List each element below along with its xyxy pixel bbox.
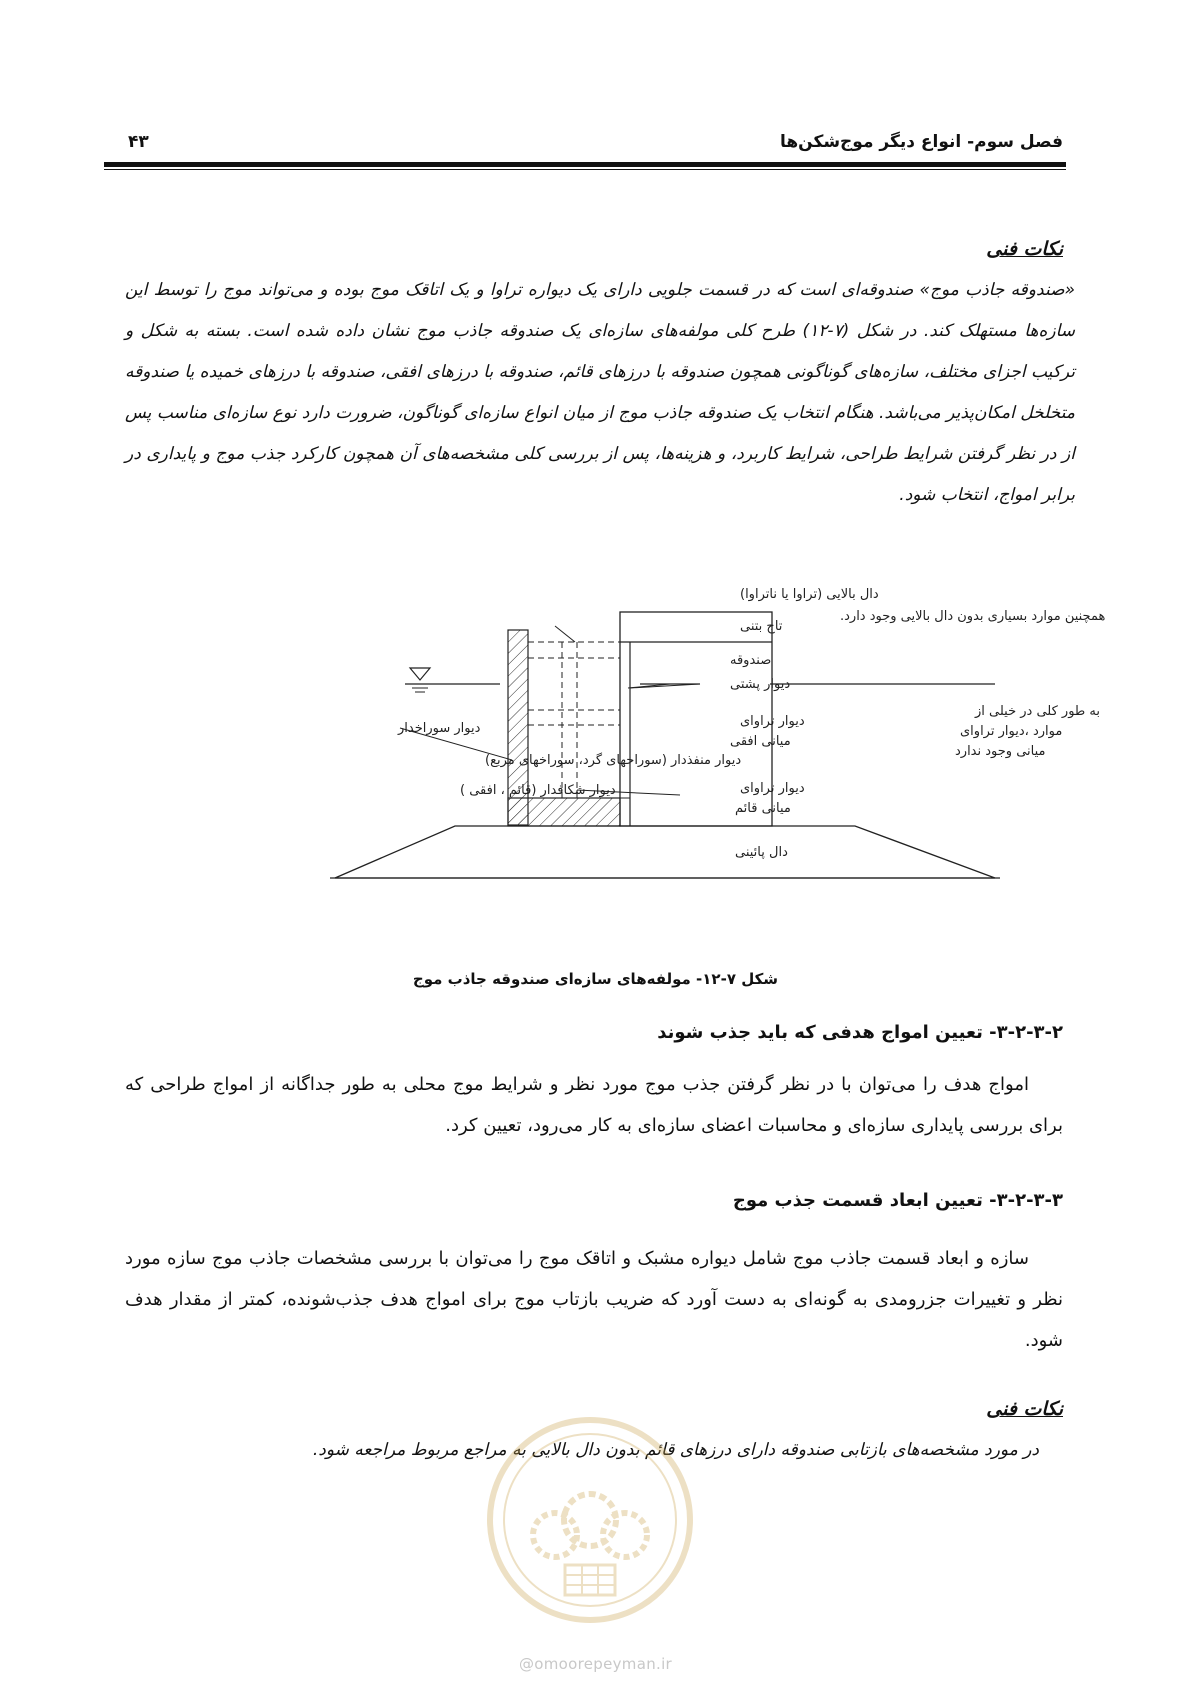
label-horizontal-wall-2: میانی افقی <box>730 734 791 749</box>
technical-note-heading-2: نکات فنی <box>986 1398 1063 1420</box>
label-caisson: صندوقه <box>730 653 772 668</box>
header-rule-thin <box>104 169 1066 170</box>
label-horizontal-wall-1: دیوار تراوای <box>740 714 805 729</box>
label-slotted-wall: دیوار شکافدار (قائم ، افقی ) <box>460 783 616 798</box>
label-vertical-wall-2: میانی قائم <box>735 801 791 816</box>
label-side-note-2: موارد ،دیوار تراوای <box>960 724 1063 739</box>
section-text-target-waves <box>125 1064 1063 1146</box>
label-top-slab-note: همچنین موارد بسیاری بدون دال بالایی وجود دارد. <box>840 609 1106 624</box>
publisher-seal-watermark <box>485 1415 695 1625</box>
technical-note-text-2: در مورد مشخصه‌های بازتابی صندوقه دارای درزهای قائم بدون دال بالایی به مراجع مربوط مراجعه شود. <box>312 1440 1039 1460</box>
technical-note-text: «صندوقه جاذب موج» صندوقه‌ای است که در قسمت جلویی دارای یک دیواره تراوا و یک اتاقک موج بوده و می‌تواند موج را توسط این سازه‌ها مستهلک کند. در شکل (۷-۱۲) طرح کلی مولفه‌های سازه‌ای یک صندوقه جاذب موج نشان داده شده است. بسته به شکل و ترکیب اجزای مختلف، سازه‌های گوناگونی همچون صندوقه با درزهای قائم، صندوقه با درزهای افقی، صندوقه با درزهای خمیده یا صندوقه متخلخل امکان‌پذیر می‌باشد. هنگام انتخاب یک صندوقه جاذب موج از میان انواع سازه‌ای گوناگون، ضرورت دارد نوع سازه‌ای مناسب پس از در نظر گرفتن شرایط طراحی، شرایط کاربرد، و هزینه‌ها، پس از بررسی کلی مشخصه‌های آن همچون کارکرد جذب موج و پایداری در برابر امواج، انتخاب شود. <box>125 280 1075 505</box>
label-vertical-wall-1: دیوار تراوای <box>740 781 805 796</box>
section-text-dimensions-content: سازه و ابعاد قسمت جاذب موج شامل دیواره مشبک و اتاقک موج را می‌توان با بررسی مشخصات جاذب موج سازه مورد نظر و تغییرات جزرومدی به گونه‌ای به دست آورد که ضریب بازتاب موج برای امواج هدف جذب‌شونده، کمتر از مقدار هدف شود. <box>125 1248 1063 1351</box>
label-back-wall: دیوار پشتی <box>730 677 791 692</box>
label-top-slab: دال بالایی (تراوا یا ناتراوا) <box>740 587 879 602</box>
label-perforated-wall: دیوار سوراخدار <box>398 721 481 736</box>
section-text-target-waves-content: امواج هدف را می‌توان با در نظر گرفتن جذب موج مورد نظر و شرایط موج محلی به طور جداگانه از امواج طراحی که برای بررسی پایداری سازه‌ای و محاسبات اعضای سازه‌ای به کار می‌رود، تعیین کرد. <box>125 1074 1063 1136</box>
caisson-figure <box>140 580 1106 960</box>
label-bottom-slab: دال پائینی <box>735 845 788 860</box>
page-number: ۴۳ <box>128 132 149 152</box>
label-side-note-1: به طور کلی در خیلی از <box>975 704 1100 719</box>
section-title-dimensions: ۳-۲-۳-۳- تعیین ابعاد قسمت جذب موج <box>732 1190 1063 1211</box>
technical-note-heading: نکات فنی <box>986 238 1063 260</box>
header-rule <box>104 162 1066 167</box>
chapter-title: فصل سوم- انواع دیگر موج‌شکن‌ها <box>779 132 1063 152</box>
label-side-note-3: میانی وجود ندارد <box>955 744 1046 759</box>
watermark-url: @omoorepeyman.ir <box>518 1655 673 1673</box>
figure-caption: شکل ۷-۱۲- مولفه‌های سازه‌ای صندوقه جاذب موج <box>412 970 779 988</box>
section-text-dimensions <box>125 1238 1063 1361</box>
section-title-target-waves: ۳-۲-۳-۲- تعیین امواج هدفی که باید جذب شوند <box>657 1022 1063 1043</box>
label-crown: تاج بتنی <box>740 619 783 634</box>
label-porous-wall: دیوار منفذدار (سوراخهای گرد، سوراخهای مربع) <box>485 753 742 768</box>
